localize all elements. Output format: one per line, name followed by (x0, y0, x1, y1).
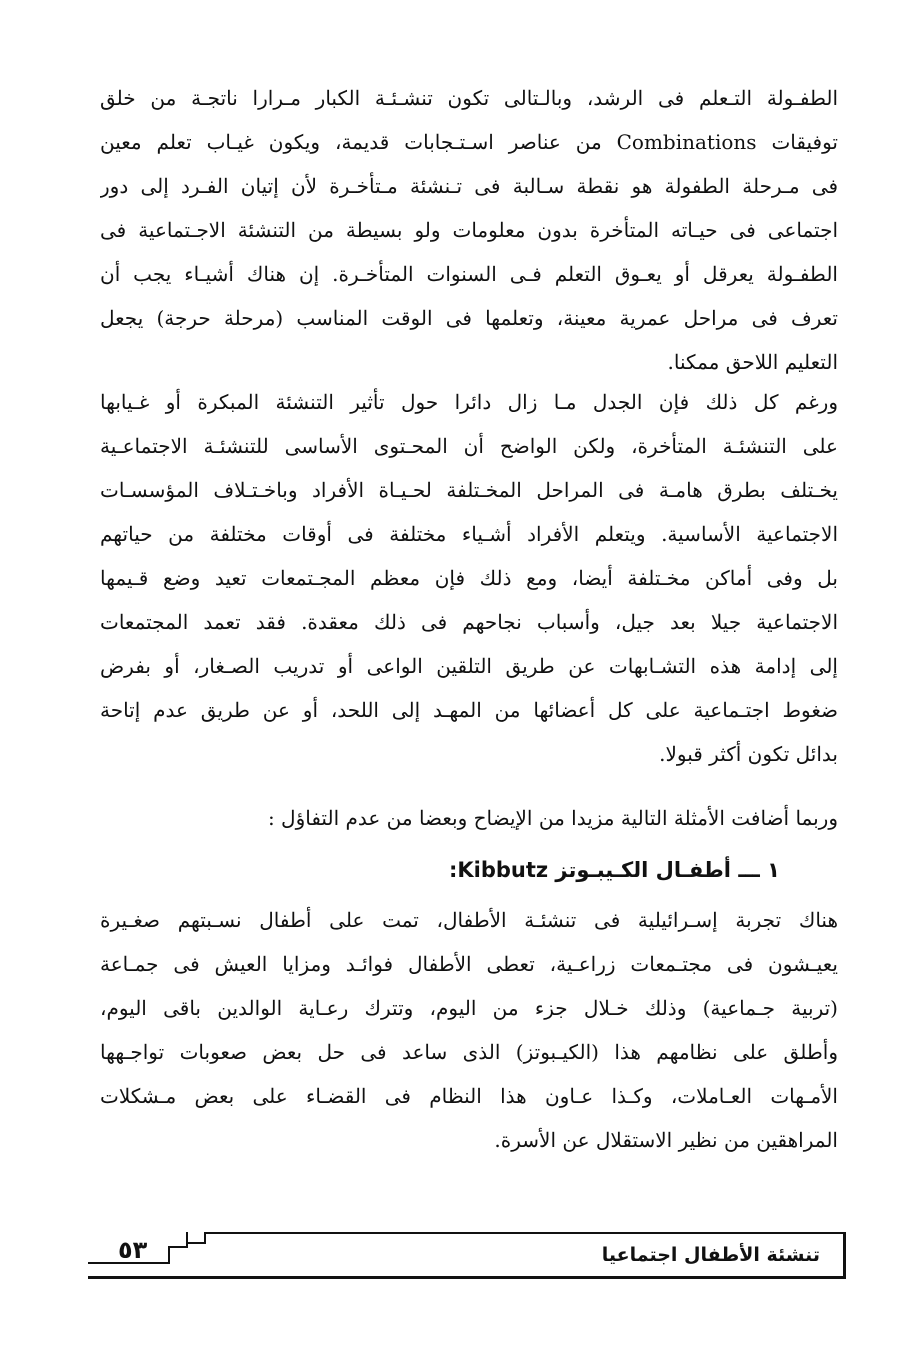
text-line: (تربية جـماعية) وذلك خـلال جزء من اليوم، وتترك رعـاية الوالدين باقى اليوم، (100, 996, 838, 1020)
text-line: على التنشئـة المتأخرة، ولكن الواضح أن المحـتوى الأساسى للتنشئـة الاجتماعـية (100, 434, 838, 458)
section-heading: ١ ـــ أطفـال الكـيبـوتز Kibbutz: (448, 858, 780, 882)
footer-step (186, 1232, 188, 1246)
text-line: المراهقين من نظير الاستقلال عن الأسرة. (494, 1128, 838, 1152)
text-line: اجتماعى فى حيـاته المتأخرة بدون معلومات ولو بسيطة من التنشئة الاجـتماعية فى (100, 218, 838, 242)
page-number: ٥٣ (118, 1236, 148, 1264)
text-line: الاجتماعية الأساسية. ويتعلم الأفراد أشـياء مختلفة فى أوقات مختلفة من حياتهم (100, 522, 838, 546)
text-line: فى مـرحلة الطفولة هو نقطة سـالبة فى تـنشئة مـتأخـرة لأن إتيان الفـرد إلى دور (100, 174, 838, 198)
text-line: بل وفى أماكن مخـتلفة أيضا، ومع ذلك فإن معظم المجـتمعات تعيد وضع قـيمها (100, 566, 838, 590)
text-line: بدائل تكون أكثر قبولا. (659, 742, 838, 766)
text-line: الأمـهات العـاملات، وكـذا عـاون هذا النظام فى القضـاء على بعض مـشكلات (100, 1084, 838, 1108)
text-line: وأطلق على نظامهم هذا (الكيـبوتز) الذى ساعد فى حل بعض صعوبات تواجـهها (100, 1040, 838, 1064)
text-line: الطفـولة التـعلم فى الرشد، وبالـتالى تكون تنشـئـة الكبار مـرارا ناتجـة من خلق (100, 86, 838, 110)
footer-step (186, 1242, 206, 1244)
footer-step (168, 1246, 188, 1248)
text-line: التعليم اللاحق ممكنا. (667, 350, 838, 374)
text-line: توفيقات Combinations من عناصر اسـتـجابات قديمة، ويكون غيـاب تعلم معين (100, 130, 838, 154)
footer-rule-top (206, 1232, 846, 1234)
paragraph-4 (100, 898, 838, 1162)
paragraph-3 (100, 796, 838, 840)
text-line: الطفـولة يعرقل أو يعـوق التعلم فـى السنوات المتأخـرة. إن هناك أشيـاء يجب أن (100, 262, 838, 286)
footer-rule-bottom (88, 1276, 846, 1279)
text-line: ضغوط اجتـماعية على كل أعضائها من المهـد إلى اللحد، أو عن طريق عدم إتاحة (100, 698, 838, 722)
text-line: هناك تجربة إسـرائيلية فى تنشئـة الأطفال، تمت على أطفال نسـبتهم صغـيرة (100, 908, 838, 932)
text-line: إلى إدامة هذه التشـابهات عن طريق التلقين الواعى أو تدريب الصـغار، أو بفرض (100, 654, 838, 678)
text-line: وربما أضافت الأمثلة التالية مزيدا من الإيضاح وبعضا من عدم التفاؤل : (267, 806, 838, 830)
text-line: يخـتلف بطرق هامـة فى المراحل المخـتلفة لحـيـاة الأفراد وباخـتـلاف المؤسسـات (100, 478, 838, 502)
text-line: الاجتماعية جيلا بعد جيل، وأسباب نجاحهم فى ذلك معقدة. فقد تعمد المجتمعات (100, 610, 838, 634)
footer-step (204, 1232, 206, 1242)
paragraph-1 (100, 76, 838, 384)
text-line: يعيـشون فى مجتـمعات زراعـية، تعطى الأطفال فوائـد ومزايا العيش فى جمـاعة (100, 952, 838, 976)
paragraph-2 (100, 380, 838, 776)
running-title: تنشئة الأطفال اجتماعيا (601, 1244, 820, 1266)
text-line: ورغم كل ذلك فإن الجدل مـا زال دائرا حول تأثير التنشئة المبكرة أو غـيابها (100, 390, 838, 414)
text-line: تعرف فى مراحل عمرية معينة، وتعلمها فى الوقت المناسب (مرحلة حرجة) يجعل (100, 306, 838, 330)
footer-rule-right (843, 1232, 846, 1279)
